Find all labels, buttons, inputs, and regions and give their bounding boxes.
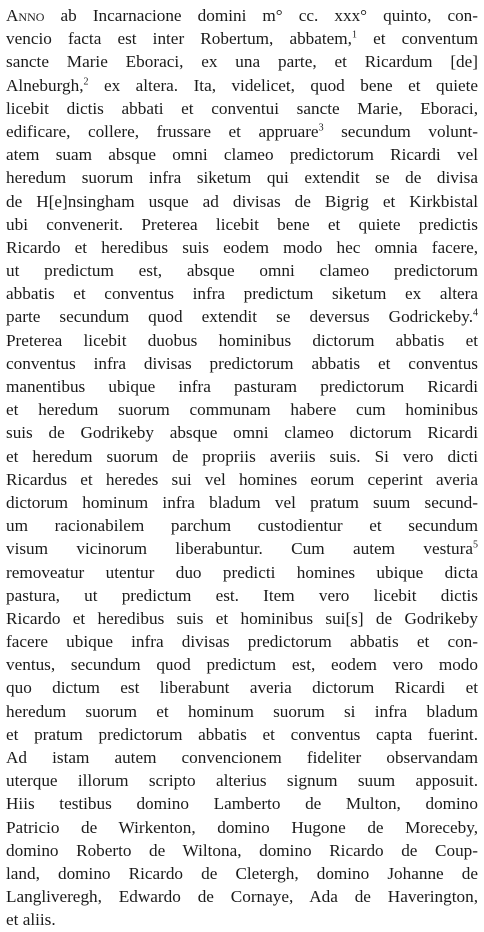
text-line: heredum suorum et hominum suorum si infra bladum — [6, 701, 478, 721]
text-line: de H[e]nsingham usque ad divisas de Bigrig et Kirkbistal — [6, 191, 478, 211]
text-line: parte secundum quod extendit se deversus Godrickeby.$^4$ — [6, 307, 478, 327]
text-line: sancte Marie Eboraci, ex una parte, et Ricardum [de] — [6, 52, 478, 72]
text-line: removeatur utentur duo predicti homines ubique dicta — [6, 562, 478, 582]
charter-text — [6, 4, 478, 932]
text-line: visum vicinorum liberabuntur. Cum autem vestura$^5$ — [6, 539, 478, 559]
text-line: pastura, ut predictum est. Item vero licebit dictis — [6, 585, 478, 605]
text-line: facere ubique infra divisas predictorum abbatis et con- — [6, 632, 478, 652]
text-line: Alneburgh,$^2$ ex altera. Ita, videlicet, quod bene et quiete — [6, 75, 478, 95]
text-line: manentibus ubique infra pasturam predictorum Ricardi — [6, 377, 478, 396]
text-line: Patricio de Wirkenton, domino Hugone de Moreceby, — [6, 817, 478, 837]
text-line: Ricardo et heredibus suis eodem modo hec omnia facere, — [6, 237, 478, 257]
text-line: et pratum predictorum abbatis et conventus capta fuerint. — [6, 724, 478, 744]
text-line: licebit dictis abbati et conventui sancte Marie, Eboraci, — [6, 98, 478, 118]
text-line: dictorum hominum infra bladum vel pratum suum secund- — [6, 492, 478, 512]
text-line: vencio facta est inter Robertum, abbatem,$^1$ et conventum — [6, 29, 478, 49]
text-line: uterque illorum scripto alterius signum suum apposuit. — [6, 771, 478, 791]
text-line: Hiis testibus domino Lamberto de Multon, domino — [6, 794, 478, 814]
text-line: conventus infra divisas predictorum abbatis et conventus — [6, 353, 478, 373]
text-line: land, domino Ricardo de Cletergh, domino Johanne de — [6, 863, 478, 883]
text-line: abbatis et conventus infra predictum siketum ex altera — [6, 284, 478, 304]
text-line: domino Roberto de Wiltona, domino Ricardo de Coup- — [6, 840, 478, 860]
text-line: suis de Godrikeby absque omni clameo dictorum Ricardi — [6, 423, 478, 443]
text-line: Ricardo et heredibus suis et hominibus sui[s] de Godrikeby — [6, 608, 478, 628]
text-line: Ad istam autem convencionem fideliter observandam — [6, 748, 478, 767]
text-line: Langliveregh, Edwardo de Cornaye, Ada de Haverington, — [6, 887, 478, 907]
text-line: heredum suorum infra siketum qui extendit se de divisa — [6, 168, 478, 188]
text-line: ut predictum est, absque omni clameo predictorum — [6, 261, 478, 281]
text-line: Anno ab Incarnacione domini m° cc. xxx° quinto, con- — [6, 6, 478, 25]
text-line: ubi convenerit. Preterea licebit bene et quiete predictis — [6, 214, 478, 234]
text-line: um racionabilem parchum custodientur et secundum — [6, 516, 478, 536]
text-line: Ricardus et heredes sui vel homines eorum ceperint averia — [6, 469, 478, 489]
text-line: et heredum suorum de propriis averiis suis. Si vero dicti — [6, 446, 478, 466]
text-line: et heredum suorum communam habere cum hominibus — [6, 400, 478, 420]
text-line: ventus, secundum quod predictum est, eodem vero modo — [6, 655, 478, 675]
text-line: et aliis. — [6, 910, 56, 930]
text-line: atem suam absque omni clameo predictorum Ricardi vel — [6, 145, 478, 165]
text-line: quo dictum est liberabunt averia dictorum Ricardi et — [6, 678, 478, 698]
text-line: Preterea licebit duobus hominibus dictorum abbatis et — [6, 330, 478, 350]
text-line: edificare, collere, frussare et appruare$^3$ secundum volunt- — [6, 121, 478, 141]
